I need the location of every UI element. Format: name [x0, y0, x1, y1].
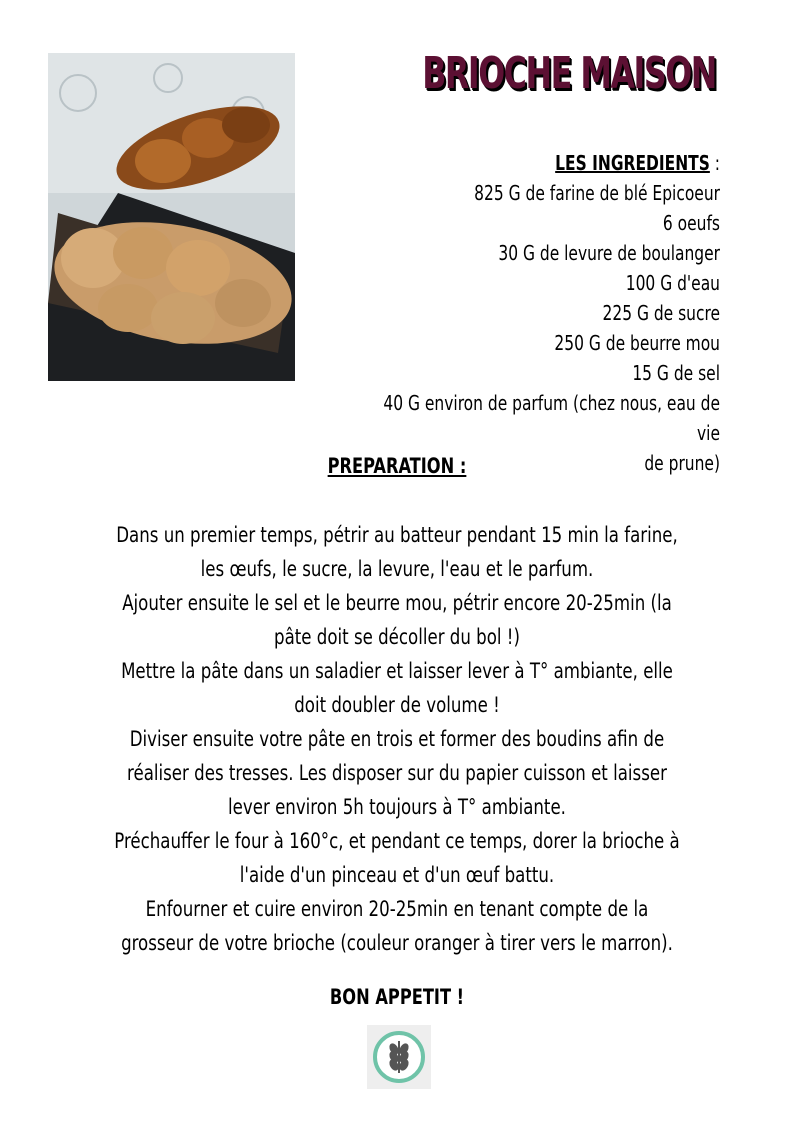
- preparation-step: Diviser ensuite votre pâte en trois et former des boudins afin de réaliser des tresses. Les disposer sur du papier cuisson et laisser lever environ 5h toujours à T° ambiante.: [127, 727, 667, 819]
- preparation-step: Mettre la pâte dans un saladier et laisser lever à T° ambiante, elle doit doubler de volume !: [121, 659, 673, 717]
- ingredient-item: 15 G de sel: [632, 361, 720, 385]
- closing-text: BON APPETIT !: [329, 985, 465, 1009]
- ingredient-item: 40 G environ de parfum (chez nous, eau de vie: [383, 391, 720, 445]
- preparation-step: Ajouter ensuite le sel et le beurre mou, pétrir encore 20-25min (la pâte doit se décoller du bol !): [122, 591, 672, 649]
- ingredient-item: 250 G de beurre mou: [554, 331, 720, 355]
- ingredient-item: 825 G de farine de blé Epicoeur: [474, 181, 720, 205]
- ingredient-item: de prune): [644, 451, 720, 475]
- ingredients-section: [359, 148, 720, 478]
- brioche-photo-image: [48, 53, 295, 381]
- ingredient-item: 6 oeufs: [662, 211, 720, 235]
- preparation-step: Préchauffer le four à 160°c, et pendant ce temps, dorer la brioche à l'aide d'un pinceau et d'un œuf battu.: [114, 829, 680, 887]
- recipe-title: BRIOCHE MAISON: [422, 48, 716, 99]
- wheat-icon: [367, 1025, 431, 1089]
- preparation-heading: PREPARATION :: [327, 454, 467, 478]
- ingredients-heading-suffix: :: [709, 151, 720, 175]
- ingredients-heading: LES INGREDIENTS: [555, 151, 710, 175]
- ingredient-item: 100 G d'eau: [625, 271, 720, 295]
- preparation-step: Dans un premier temps, pétrir au batteur pendant 15 min la farine, les œufs, le sucre, la levure, l'eau et le parfum.: [116, 523, 678, 581]
- ingredients-heading-line: [359, 148, 720, 178]
- preparation-step: Enfourner et cuire environ 20-25min en tenant compte de la grosseur de votre brioche (couleur oranger à tirer vers le marron).: [121, 897, 673, 955]
- preparation-steps: [70, 518, 724, 960]
- wheat-logo: [367, 1025, 431, 1089]
- ingredient-item: 225 G de sucre: [602, 301, 720, 325]
- ingredient-item: 30 G de levure de boulanger: [498, 241, 720, 265]
- brioche-photo: [48, 53, 295, 381]
